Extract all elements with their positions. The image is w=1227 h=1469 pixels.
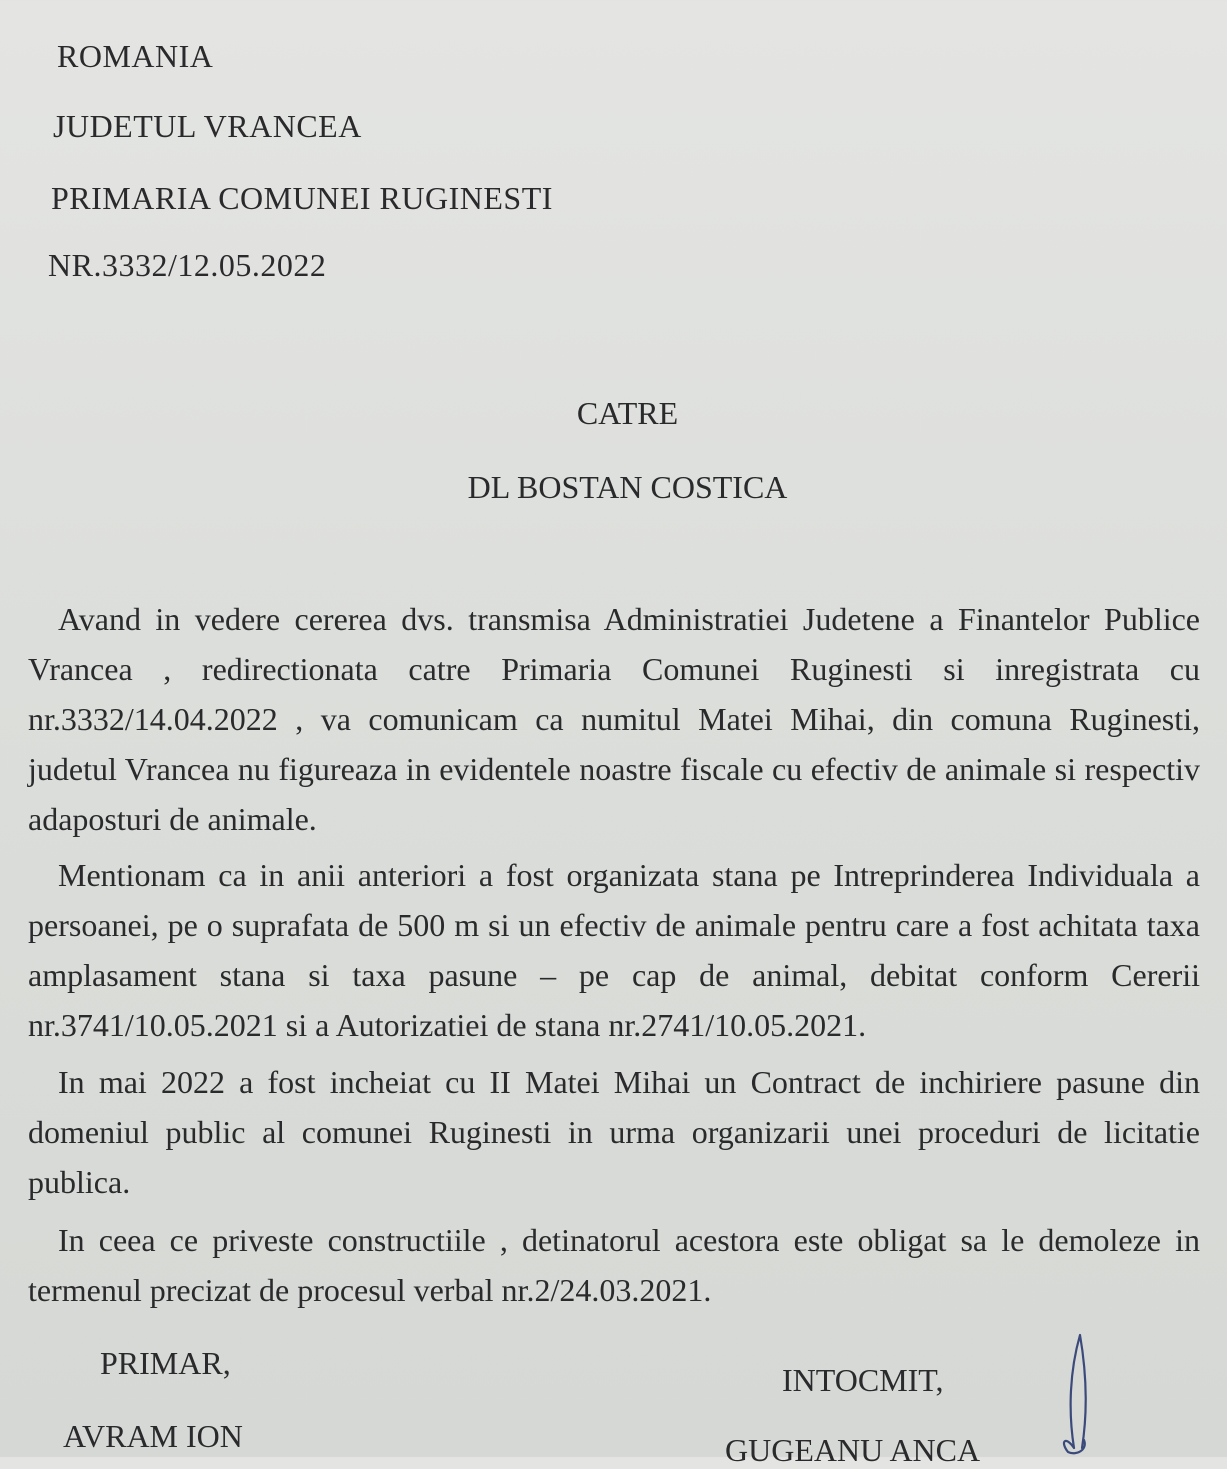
body-paragraph-3 <box>28 1057 1200 1207</box>
header-county: JUDETUL VRANCEA <box>53 108 362 144</box>
handwritten-signature-icon <box>1040 1330 1110 1457</box>
signature-left-name: AVRAM ION <box>63 1418 243 1454</box>
paragraph-text: In mai 2022 a fost incheiat cu II Matei Mihai un Contract de inchiriere pasune din domeniul public al comunei Ruginesti in urma organizarii unei proceduri de licitatie publica. <box>28 1064 1200 1200</box>
body-paragraph-2 <box>28 850 1200 1050</box>
header-institution: PRIMARIA COMUNEI RUGINESTI <box>51 180 553 216</box>
addressee-name: DL BOSTAN COSTICA <box>467 469 788 505</box>
addressee-to: CATRE <box>576 395 679 431</box>
paragraph-text: In ceea ce priveste constructiile , detinatorul acestora este obligat sa le demoleze in termenul precizat de procesul verbal nr.2/24.03.2021. <box>28 1222 1200 1308</box>
signature-right-title: INTOCMIT, <box>782 1362 944 1398</box>
paragraph-text: Mentionam ca in anii anteriori a fost organizata stana pe Intreprinderea Individuala a persoanei, pe o suprafata de 500 m si un efectiv de animale pentru care a fost achitata taxa amplasament stana si taxa pasune – pe cap de animal, debitat conform Cererii nr.3741/10.05.2021 si a Autorizatiei de stana nr.2741/10.05.2021. <box>28 857 1200 1043</box>
header-country: ROMANIA <box>57 38 214 74</box>
body-paragraph-4 <box>28 1215 1200 1315</box>
header-reg-number: NR.3332/12.05.2022 <box>48 247 327 283</box>
body-paragraph-1 <box>28 594 1200 844</box>
signature-right-name: GUGEANU ANCA <box>725 1432 981 1468</box>
paragraph-text: Avand in vedere cererea dvs. transmisa Administratiei Judetene a Finantelor Publice Vrancea , redirectionata catre Primaria Comunei Ruginesti si inregistrata cu nr.3332/14.04.2022 , va comunicam ca numitul Matei Mihai, din comuna Ruginesti, judetul Vrancea nu figureaza in evidentele noastre fiscale cu efectiv de animale si respectiv adaposturi de animale. <box>28 601 1200 837</box>
signature-left-title: PRIMAR, <box>100 1345 231 1381</box>
